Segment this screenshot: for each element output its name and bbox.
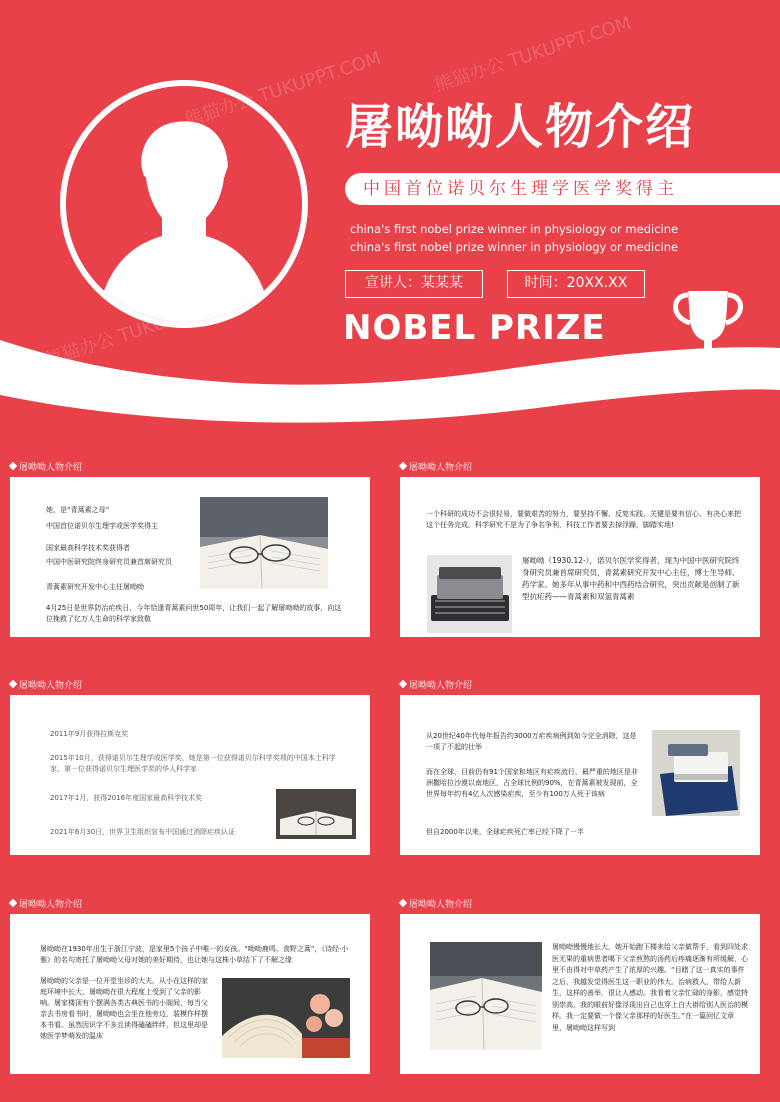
nobel-prize-heading: NOBEL PRIZE xyxy=(343,308,606,348)
text-paragraph: 屠呦呦（1930.12-），诺贝尔医学奖得者，现为中国中医研究院终身研究员兼首席研究员，青蒿素研究开发中心主任，博士生导师、药学家。她多年从事中药和中西药结合研究，突出贡献是创制了新型抗疟药——青蒿素和双氢青蒿素 xyxy=(522,556,740,601)
slide-header: 屠呦呦人物介绍 xyxy=(10,678,82,691)
slide-header: 屠呦呦人物介绍 xyxy=(10,460,82,473)
cover-subtitle: 中国首位诺贝尔生理学医学奖得主 xyxy=(345,173,780,205)
person-silhouette-icon xyxy=(66,86,302,322)
slide-6 xyxy=(390,877,770,1090)
diamond-icon xyxy=(399,899,407,907)
diamond-icon xyxy=(9,899,17,907)
slide-2 xyxy=(390,440,770,653)
notebook-photo xyxy=(427,555,512,633)
slide-card xyxy=(400,477,760,637)
speaker-box: 宣讲人：某某某 xyxy=(345,270,483,298)
text-paragraph: 屠呦呦在1930年出生于浙江宁波，是家里5个孩子中唯一的女孩。“呦呦鹿鸣，食野之蒿”，《诗经·小雅》的名句寄托了屠呦呦父母对她的美好期待，也让她与这株小草结下了不解之缘 xyxy=(40,945,349,964)
slide-header: 屠呦呦人物介绍 xyxy=(10,897,82,910)
bag-books-photo xyxy=(652,730,740,816)
slide-card xyxy=(400,914,760,1074)
slide-header: 屠呦呦人物介绍 xyxy=(400,678,472,691)
watermark-text: 熊猫办公 TUKUPPT.COM xyxy=(182,47,384,132)
slide-5 xyxy=(0,877,380,1090)
slide-3 xyxy=(0,658,380,871)
text-line: 国家最高科学技术奖获得者 xyxy=(46,544,130,552)
cover-english-description: china's first nobel prize winner in physiology or medicine china's first nobel prize winner in physiology or medicine xyxy=(350,222,679,254)
diamond-icon xyxy=(399,462,407,470)
text-line: 但自2000年以来，全球疟疾死亡率已经下降了一半 xyxy=(426,828,584,836)
slide-card xyxy=(10,914,370,1074)
diamond-icon xyxy=(9,680,17,688)
slide-card xyxy=(400,695,760,855)
slide-header: 屠呦呦人物介绍 xyxy=(400,460,472,473)
trophy-icon xyxy=(668,285,748,375)
text-paragraph: 2015年10月，获得诺贝尔生理学或医学奖，她是第一位获得诺贝尔科学奖项的中国本土科学家、第一位获得诺贝尔生理医学奖的华人科学家 xyxy=(50,754,336,773)
cover-title: 屠呦呦人物介绍 xyxy=(345,99,696,155)
text-line: 她，是“青蒿素之母” xyxy=(46,506,110,514)
slide-1 xyxy=(0,440,380,653)
diamond-icon xyxy=(9,462,17,470)
time-box: 时间：20XX.XX xyxy=(507,270,645,298)
text-line: 2017年1月，获得2016年度国家最高科学技术奖 xyxy=(50,794,203,802)
cover-slide xyxy=(0,0,780,437)
open-book-photo xyxy=(276,789,356,839)
slide-card xyxy=(10,477,370,637)
book-glasses-photo xyxy=(430,942,542,1050)
text-line: 中国首位诺贝尔生理学或医学奖得主 xyxy=(46,522,158,530)
watermark-text: 熊猫办公 TUKUPPT.COM xyxy=(42,287,244,372)
text-paragraph: 屠呦呦慢慢地长大，她开始跑下楼来给父亲做帮手，看到四处求医无果的重病患者喝下父亲煎熬的汤药后疼痛逐渐有所缓解，心里不由得对中草药产生了浓厚的兴趣。“目睹了这一真实的事件之后，我越发觉得医生这一职业的伟大。治病救人，带给人新生，这样的善举，很让人感动。我看着父亲忙碌的身影，感觉特别崇高。我的眼前好像浮现出自己也穿上白大褂给别人医治的模样。我一定要做一个像父亲那样的好医生。”在一篇回忆文章里，屠呦呦这样写到 xyxy=(552,943,748,1032)
text-line: 2021年6月30日，世界卫生组织宣布中国通过消除疟疾认证 xyxy=(50,828,236,836)
text-paragraph: 4月25日是世界防治疟疾日，今年恰逢青蒿素问世50周年，让我们一起了解屠呦呦的故事，向这位挽救了亿万人生命的科学家致敬 xyxy=(46,604,342,623)
slide-card xyxy=(10,695,370,855)
text-paragraph: 一个科研的成功不会很轻易，要做艰苦的努力，要坚持不懈、反复实践，关键是要有信心、有决心来把这个任务完成。科学研究不是为了争名争利，科技工作者要去掉浮躁，脚踏实地! xyxy=(426,510,741,529)
text-paragraph: 从20世纪40年代每年报告约3000万疟疾病例到如今完全消除，这是一项了不起的壮举 xyxy=(426,732,637,751)
text-line: 青蒿素研究开发中心主任屠呦呦 xyxy=(46,583,144,591)
watermark-text: 熊猫办公 TUKUPPT.COM xyxy=(432,12,634,97)
text-paragraph: 屠呦呦的父亲是一位开堂坐诊的大夫。从小在这样的家庭环境中长大，屠呦呦在很大程度上受到了父亲的影响。屠家楼顶有个摆满各类古典医书的小阁间，每当父亲去书房看书时，屠呦呦也会坐在他旁边，装模作样摆本书看。虽然因识字不多且读得磕磕绊绊，但这里却是她医学梦萌发的温床 xyxy=(40,977,208,1040)
diamond-icon xyxy=(399,680,407,688)
book-glasses-photo xyxy=(200,497,328,589)
slide-4 xyxy=(390,658,770,871)
slide-header: 屠呦呦人物介绍 xyxy=(400,897,472,910)
text-line: 中国中医研究院终身研究员兼首席研究员 xyxy=(46,558,172,566)
text-paragraph: 而在全球，目前仍有91个国家和地区有疟疾流行，最严重的地区是非洲撒哈拉沙漠以南地区，占全球比例的90%，在青蒿素被发现前，全世界每年约有4亿人次感染疟疾，至少有100万人死于该病 xyxy=(426,768,638,798)
book-roses-photo xyxy=(222,978,350,1058)
text-line: 2011年9月获得拉斯克奖 xyxy=(50,730,129,738)
